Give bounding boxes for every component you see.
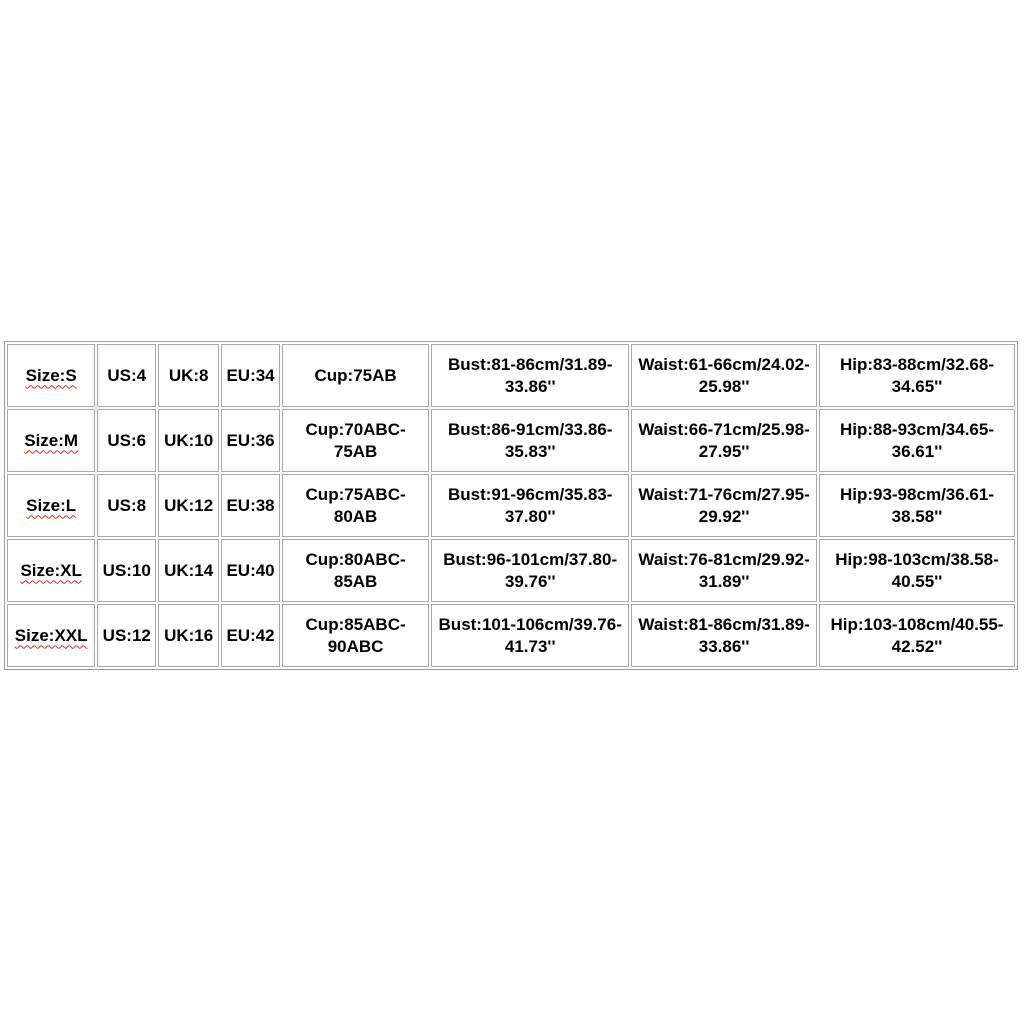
waist-cell: Waist:76-81cm/29.92-31.89'': [631, 539, 817, 602]
waist-cell: Waist:61-66cm/24.02-25.98'': [631, 344, 817, 407]
size-cell: [7, 604, 95, 667]
bust-cell: Bust:96-101cm/37.80-39.76'': [431, 539, 629, 602]
cup-cell: Cup:85ABC-90ABC: [282, 604, 429, 667]
bust-cell: Bust:81-86cm/31.89-33.86'': [431, 344, 629, 407]
size-cell: [7, 409, 95, 472]
waist-cell: Waist:71-76cm/27.95-29.92'': [631, 474, 817, 537]
eu-size-cell: EU:34: [221, 344, 280, 407]
size-cell: [7, 474, 95, 537]
hip-cell: Hip:88-93cm/34.65-36.61'': [819, 409, 1015, 472]
uk-size-cell: UK:14: [158, 539, 219, 602]
table-row: [7, 474, 1015, 537]
eu-size-cell: EU:36: [221, 409, 280, 472]
table-row: [7, 344, 1015, 407]
table-row: [7, 539, 1015, 602]
uk-size-cell: UK:10: [158, 409, 219, 472]
eu-size-cell: EU:40: [221, 539, 280, 602]
us-size-cell: US:10: [97, 539, 156, 602]
hip-cell: Hip:103-108cm/40.55-42.52'': [819, 604, 1015, 667]
table-row: [7, 604, 1015, 667]
bust-cell: Bust:86-91cm/33.86-35.83'': [431, 409, 629, 472]
eu-size-cell: EU:42: [221, 604, 280, 667]
hip-cell: Hip:83-88cm/32.68-34.65'': [819, 344, 1015, 407]
us-size-cell: US:8: [97, 474, 156, 537]
hip-cell: Hip:93-98cm/36.61-38.58'': [819, 474, 1015, 537]
us-size-cell: US:6: [97, 409, 156, 472]
size-chart-table: [4, 341, 1018, 670]
bust-cell: Bust:91-96cm/35.83-37.80'': [431, 474, 629, 537]
waist-cell: Waist:81-86cm/31.89-33.86'': [631, 604, 817, 667]
size-label: Size:S: [25, 365, 77, 385]
waist-cell: Waist:66-71cm/25.98-27.95'': [631, 409, 817, 472]
size-label: Size:XL: [20, 560, 82, 580]
eu-size-cell: EU:38: [221, 474, 280, 537]
us-size-cell: US:4: [97, 344, 156, 407]
table-row: [7, 409, 1015, 472]
uk-size-cell: UK:12: [158, 474, 219, 537]
size-cell: [7, 344, 95, 407]
size-label: Size:XXL: [14, 625, 88, 645]
cup-cell: Cup:70ABC-75AB: [282, 409, 429, 472]
cup-cell: Cup:75AB: [282, 344, 429, 407]
size-label: Size:L: [26, 495, 77, 515]
cup-cell: Cup:75ABC-80AB: [282, 474, 429, 537]
us-size-cell: US:12: [97, 604, 156, 667]
uk-size-cell: UK:16: [158, 604, 219, 667]
cup-cell: Cup:80ABC-85AB: [282, 539, 429, 602]
size-cell: [7, 539, 95, 602]
hip-cell: Hip:98-103cm/38.58-40.55'': [819, 539, 1015, 602]
uk-size-cell: UK:8: [158, 344, 219, 407]
size-label: Size:M: [24, 430, 79, 450]
bust-cell: Bust:101-106cm/39.76-41.73'': [431, 604, 629, 667]
